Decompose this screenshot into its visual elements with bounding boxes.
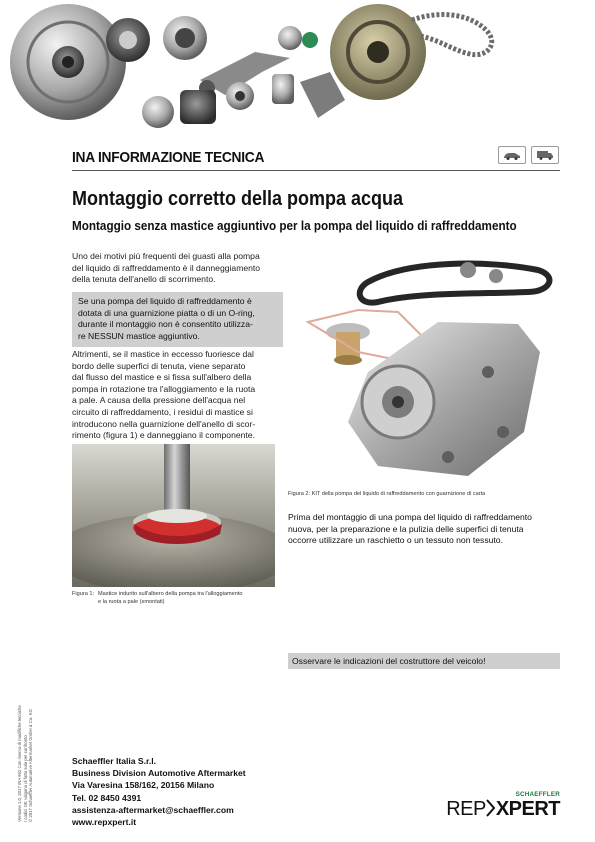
warning-callout xyxy=(72,292,283,347)
text-line: dotata di una guarnizione piatta o di un O-ring, xyxy=(78,307,255,318)
company-name: Schaeffler Italia S.r.l. xyxy=(72,756,157,766)
van-icon-box xyxy=(531,146,559,164)
text-line: introducono nella guarnizione dell'anello di scor- xyxy=(72,418,256,429)
chevron-right-icon xyxy=(486,799,496,817)
section-title: INA INFORMAZIONE TECNICA xyxy=(72,149,265,166)
company-street: Via Varesina 158/162, 20156 Milano xyxy=(72,780,215,791)
schaeffler-wordmark: SCHAEFFLER xyxy=(515,791,560,798)
company-division: Business Division Automotive Aftermarket xyxy=(72,768,246,779)
text-line: a pale. A causa della pressione dell'acqua nel xyxy=(72,395,246,406)
figure-1-caption xyxy=(72,590,282,606)
wheel-hub-image xyxy=(142,82,254,128)
company-email-link[interactable]: assistenza-aftermarket@schaeffler.com xyxy=(72,804,234,815)
text-line: nuova, per la preparazione e la pulizia delle superfici di tenuta xyxy=(288,523,524,534)
explanation-paragraph xyxy=(72,349,270,442)
page-subtitle: Montaggio senza mastice aggiuntivo per la pompa del liquido di raffreddamento xyxy=(72,218,517,233)
car-icon-box xyxy=(498,146,526,164)
figure-2-photo xyxy=(288,252,560,484)
caption-line: Mastice indurito sull'albero della pompa tra l'alloggiamento xyxy=(98,591,243,597)
text-line: pompa in rotazione tra l'alloggiamento e la ruota xyxy=(72,383,256,394)
text-line: Prima del montaggio di una pompa del liquido di raffreddamento xyxy=(288,512,532,522)
text-line: re NESSUN mastice aggiuntivo. xyxy=(78,330,200,341)
text-line: circuito di raffreddamento, i residui di mastice si xyxy=(72,406,253,417)
figure-1-photo xyxy=(72,444,275,587)
text-line: Se una pompa del liquido di raffreddamento è xyxy=(78,296,252,306)
van-icon xyxy=(536,150,554,160)
text-line: dal flusso del mastice e si fissa sull'albero della xyxy=(72,372,252,383)
header-parts-photo xyxy=(0,0,595,140)
legal-sidebar xyxy=(17,622,34,822)
logo-rep: REP xyxy=(446,798,486,820)
intro-paragraph xyxy=(72,251,282,286)
figure-1-number: Figura 1: xyxy=(72,591,95,597)
legal-line: Versione 1.0, 2017 INA 962 Con riserva di modifiche tecniche xyxy=(17,705,22,822)
figure-2-caption: Figura 2: KIT della pompa del liquido di raffreddamento con guarnizione di carta xyxy=(288,491,486,497)
bearing-image xyxy=(163,16,207,60)
company-website-link[interactable]: www.repxpert.it xyxy=(72,817,137,828)
page-title: Montaggio corretto della pompa acqua xyxy=(72,188,404,210)
text-line: del liquido di raffreddamento è il danneggiamento xyxy=(72,262,261,273)
roller-image xyxy=(272,74,294,104)
car-icon xyxy=(503,151,521,160)
caption-line: e la ruota a pale (smontati) xyxy=(98,599,165,605)
repxpert-logo xyxy=(446,791,560,821)
text-line: rimento (figura 1) e danneggiano il componente. xyxy=(72,430,255,441)
company-address xyxy=(72,755,246,828)
clutch-plate-image xyxy=(10,4,126,120)
preparation-paragraph xyxy=(288,512,560,547)
text-line: bordo delle superfici di tenuta, viene separato xyxy=(72,360,246,371)
text-line: Uno dei motivi più frequenti dei guasti alla pompa xyxy=(72,251,260,261)
pulley-image xyxy=(106,18,150,62)
text-line: occorre utilizzare un raschietto o un tessuto non tessuto. xyxy=(288,535,503,546)
manufacturer-note: Osservare le indicazioni del costruttore del veicolo! xyxy=(288,653,560,669)
text-line: della tenuta dell'anello di scorrimento. xyxy=(72,274,216,285)
text-line: durante il montaggio non è consentito utilizza- xyxy=(78,319,253,330)
company-phone[interactable]: Tel. 02 8450 4391 xyxy=(72,792,142,803)
legal-line: I codici OE valgono di fatto solo per confronto xyxy=(22,735,28,822)
text-line: Altrimenti, se il mastice in eccesso fuoriesce dal xyxy=(72,349,254,359)
legal-line: © 2017 Schaeffler Automotive Aftermarket GmbH & Co. KG xyxy=(28,709,34,822)
header-divider xyxy=(72,170,560,171)
logo-xpert: XPERT xyxy=(495,798,560,820)
repxpert-wordmark xyxy=(446,798,560,821)
